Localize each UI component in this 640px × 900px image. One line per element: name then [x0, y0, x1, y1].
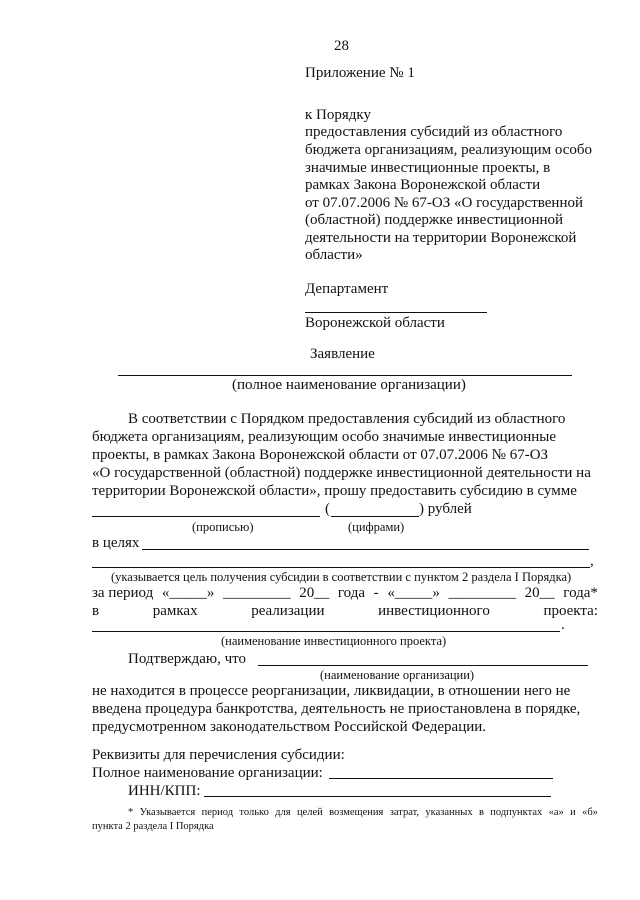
status-line: введена процедура банкротства, деятельность не приостановлена в порядке, [92, 701, 581, 717]
footnote-word: * [128, 807, 134, 818]
footnote-word: указанных [425, 807, 473, 818]
appendix-line: области» [305, 247, 363, 263]
appendix-line: значимые инвестиционные проекты, в [305, 160, 551, 176]
footnote-word: «а» [548, 807, 564, 818]
sum-currency: ) рублей [419, 501, 472, 517]
requisites-title: Реквизиты для перечисления субсидии: [92, 747, 345, 763]
footnote-word: затрат, [389, 807, 420, 818]
footnote-word: целей [296, 807, 323, 818]
body-line: «О государственной (областной) поддержке инвестиционной деятельности на [92, 465, 591, 481]
inn-kpp-line [204, 796, 551, 797]
sum-paren-open: ( [325, 501, 330, 517]
appendix-line: предоставления субсидий из областного [305, 124, 563, 140]
footnote-word: для [275, 807, 291, 818]
period-word: года [337, 585, 366, 601]
period-word: «_____» [161, 585, 215, 601]
framework-word: реализации [251, 603, 325, 619]
purposes-label: в целях [92, 535, 140, 551]
period-word: 20__ [299, 585, 330, 601]
status-line: не находится в процессе реорганизации, ликвидации, в отношении него не [92, 683, 571, 699]
appendix-line: деятельности на территории Воронежской [305, 230, 577, 246]
body-line: В соответствии с Порядком предоставления субсидий из областного [128, 411, 566, 427]
footnote-line-2: пункта 2 раздела I Порядка [92, 821, 214, 832]
footnote-line [128, 806, 598, 819]
body-line: территории Воронежской области», прошу предоставить субсидию в сумме [92, 483, 577, 499]
footnote-word: «б» [582, 807, 598, 818]
period-word: года* [563, 585, 598, 601]
appendix-line: рамках Закона Воронежской области [305, 177, 541, 193]
framework-word: рамках [152, 603, 198, 619]
framework-line [92, 602, 598, 620]
period-word: «_____» [387, 585, 440, 601]
document-title: Заявление [310, 346, 375, 362]
footnote-word: Указывается [139, 807, 196, 818]
department-name-line [305, 312, 487, 313]
period-word: за период [92, 585, 154, 601]
footnote-word: в [478, 807, 484, 818]
full-name-label: Полное наименование организации: [92, 765, 323, 781]
project-caption: (наименование инвестиционного проекта) [221, 634, 447, 648]
confirm-caption: (наименование организации) [320, 668, 475, 682]
appendix-line: (областной) поддержке инвестиционной [305, 212, 564, 228]
footnote-word: и [570, 807, 576, 818]
period-word: _________ [448, 585, 516, 601]
footnote-word: период [201, 807, 234, 818]
confirm-label: Подтверждаю, что [128, 651, 247, 667]
framework-word: в [92, 603, 100, 619]
sum-words-line [92, 516, 320, 517]
appendix-line: от 07.07.2006 № 67-ОЗ «О государственной [305, 195, 583, 211]
status-line: предусмотренном законодательством Российской Федерации. [92, 719, 487, 735]
framework-word: проекта: [543, 603, 598, 619]
period-word: - [373, 585, 379, 601]
body-line: проекты, в рамках Закона Воронежской области от 07.07.2006 № 67-ОЗ [92, 447, 549, 463]
footnote-word: только [239, 807, 269, 818]
appendix-line: к Порядку [305, 107, 371, 123]
purposes-line [142, 549, 589, 550]
sum-words-caption: (прописью) [192, 520, 254, 534]
appendix-line: бюджета организациям, реализующим особо [305, 142, 593, 158]
appendix-title: Приложение № 1 [305, 65, 415, 81]
sum-digits-caption: (цифрами) [348, 520, 405, 534]
sum-digits-line [331, 516, 419, 517]
footnote-word: возмещения [329, 807, 384, 818]
project-end: . [561, 617, 565, 633]
purposes-end: , [590, 553, 594, 569]
purpose-caption: (указывается цель получения субсидии в соответствии с пунктом 2 раздела I Порядка) [111, 570, 572, 584]
full-name-line [329, 778, 553, 779]
footnote-word: подпунктах [490, 807, 543, 818]
period-line [92, 584, 598, 602]
page-number: 28 [334, 38, 349, 54]
organization-caption: (полное наименование организации) [232, 377, 466, 393]
inn-kpp-label: ИНН/КПП: [128, 783, 201, 799]
addressee-department: Департамент [305, 281, 389, 297]
addressee-region: Воронежской области [305, 315, 445, 331]
period-word: 20__ [524, 585, 555, 601]
body-line: бюджета организациям, реализующим особо значимые инвестиционные [92, 429, 556, 445]
period-word: _________ [223, 585, 291, 601]
framework-word: инвестиционного [378, 603, 490, 619]
